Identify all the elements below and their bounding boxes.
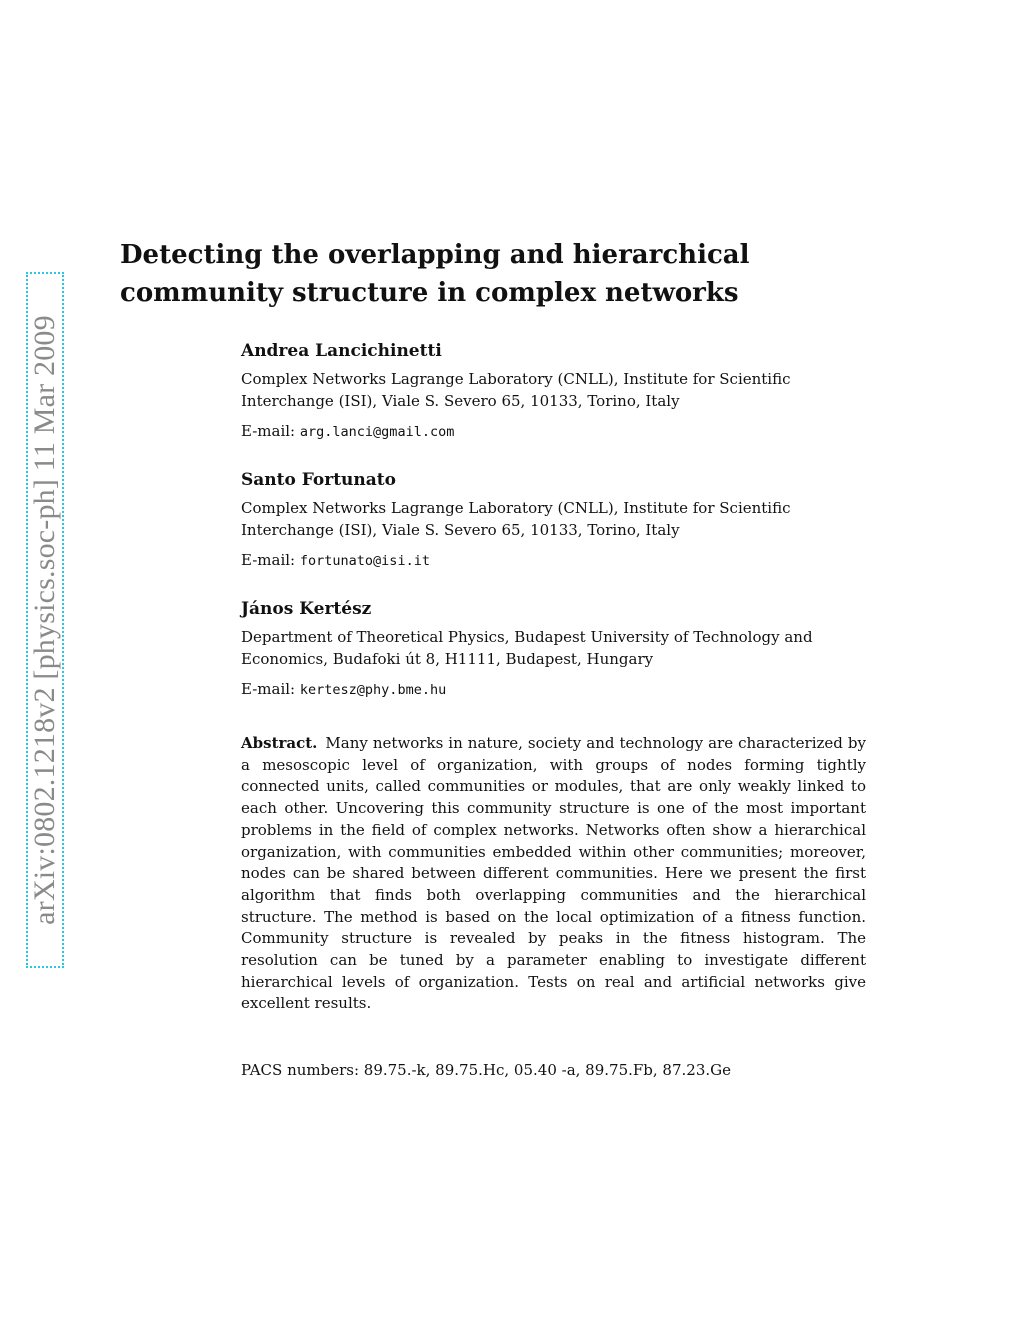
arxiv-identifier: arXiv:0802.1218v2 [physics.soc-ph] 11 Mar 2009 — [28, 315, 61, 925]
email-label: E-mail: — [241, 422, 296, 440]
author-email-line — [241, 420, 866, 443]
email-label: E-mail: — [241, 551, 296, 569]
author-name: Santo Fortunato — [241, 470, 396, 490]
author-block — [241, 467, 866, 572]
author-name: János Kertész — [241, 599, 372, 619]
author-email-line — [241, 549, 866, 572]
author-email-line — [241, 678, 866, 701]
paper-front-matter — [241, 338, 866, 1081]
arxiv-sidebar-stamp — [26, 272, 64, 968]
paper-title-line-1: Detecting the overlapping and hierarchical — [120, 240, 750, 270]
author-affiliation: Complex Networks Lagrange Laboratory (CNLL), Institute for Scientific Interchange (ISI), Viale S. Severo 65, 10133, Torino, Italy — [241, 370, 791, 410]
author-block — [241, 338, 866, 443]
paper-title-line-2: community structure in complex networks — [120, 278, 739, 308]
author-affiliation: Complex Networks Lagrange Laboratory (CNLL), Institute for Scientific Interchange (ISI), Viale S. Severo 65, 10133, Torino, Italy — [241, 499, 791, 539]
author-email[interactable]: arg.lanci@gmail.com — [299, 424, 455, 440]
pacs-numbers: PACS numbers: 89.75.-k, 89.75.Hc, 05.40 -a, 89.75.Fb, 87.23.Ge — [241, 1061, 731, 1080]
author-block — [241, 596, 866, 701]
author-affiliation: Department of Theoretical Physics, Budapest University of Technology and Economics, Budafoki út 8, H1111, Budapest, Hungary — [241, 628, 813, 668]
email-label: E-mail: — [241, 680, 296, 698]
paper-title — [120, 236, 820, 312]
author-email[interactable]: kertesz@phy.bme.hu — [299, 682, 447, 698]
abstract-label: Abstract. — [241, 734, 318, 752]
author-email[interactable]: fortunato@isi.it — [299, 553, 430, 569]
abstract-text: Many networks in nature, society and technology are characterized by a mesoscopic level of organization, with groups of nodes forming tightly connected units, called communities or modules, that are only weakly linked to each other. Uncovering this community structure is one of the most important problems in the field of complex networks. Networks often show a hierarchical organization, with communities embedded within other communities; moreover, nodes can be shared between different communities. Here we present the first algorithm that finds both overlapping communities and the hierarchical structure. The method is based on the local optimization of a fitness function. Community structure is revealed by peaks in the fitness histogram. The resolution can be tuned by a parameter enabling to investigate different hierarchical levels of organization. Tests on real and artificial networks give excellent results. — [241, 734, 866, 1013]
author-name: Andrea Lancichinetti — [241, 341, 442, 361]
abstract — [241, 733, 866, 1015]
